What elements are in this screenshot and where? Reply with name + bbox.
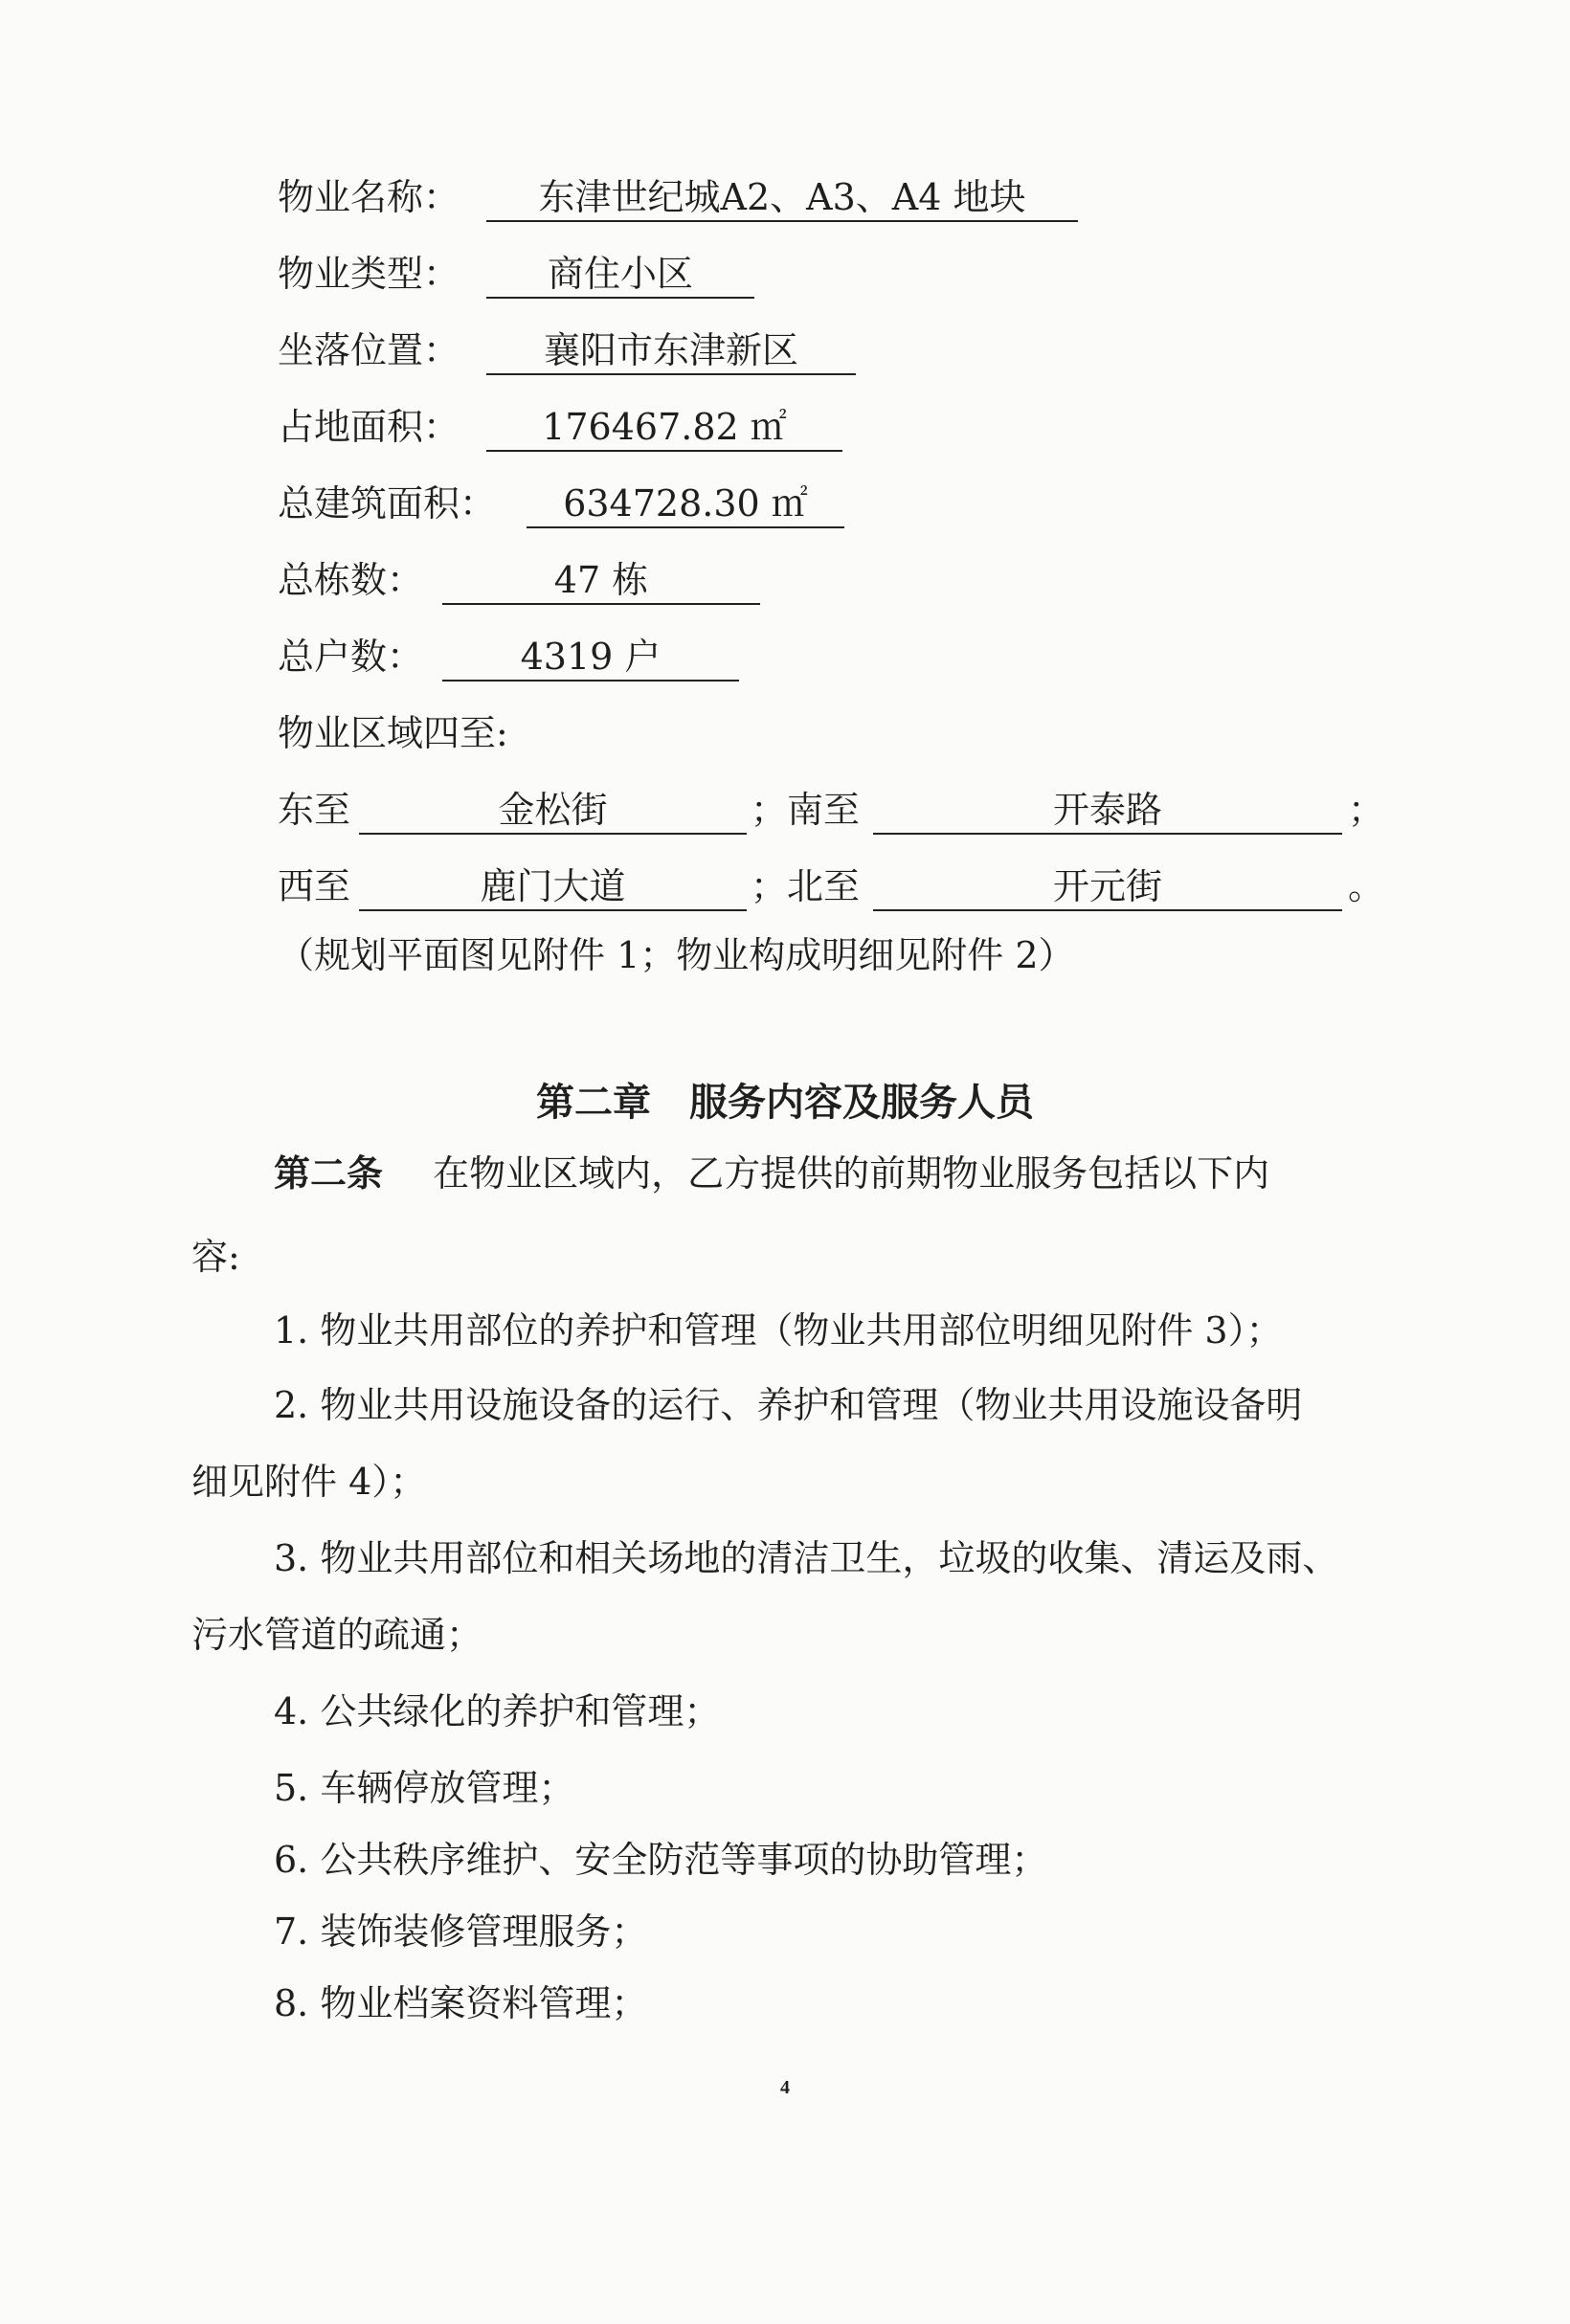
field-label: 总户数： xyxy=(278,636,424,678)
list-item-continuation: 细见附件 4）； xyxy=(191,1461,427,1503)
east-label: 东至 xyxy=(278,789,351,831)
list-item: 1. 物业共用部位的养护和管理（物业共用部位明细见附件 3）； xyxy=(274,1309,1283,1352)
north-value: 开元街 xyxy=(873,860,1342,911)
field-value: 东津世纪城A2、A3、A4 地块 xyxy=(486,170,1078,222)
list-item: 8. 物业档案资料管理； xyxy=(274,1982,648,2024)
field-value: 4319 户 xyxy=(442,630,739,682)
field-label: 物业名称： xyxy=(278,176,460,218)
east-value: 金松街 xyxy=(359,783,747,835)
west-label: 西至 xyxy=(278,865,351,907)
field-value: 商住小区 xyxy=(486,247,754,299)
list-item: 5. 车辆停放管理； xyxy=(274,1767,575,1809)
east-south-end: ； xyxy=(1348,789,1385,831)
article-line-2: 容: xyxy=(191,1236,240,1278)
chapter-heading: 第二章 服务内容及服务人员 xyxy=(536,1081,1034,1125)
field-value: 176467.82 ㎡ xyxy=(486,400,842,452)
attachment-note-text: （规划平面图见附件 1；物业构成明细见附件 2） xyxy=(278,934,1075,976)
field-label: 物业类型： xyxy=(278,253,460,295)
field-value: 47 栋 xyxy=(442,553,760,605)
south-label: ；南至 xyxy=(751,789,861,831)
west-north-end: 。 xyxy=(1348,865,1385,907)
list-item: 3. 物业共用部位和相关场地的清洁卫生，垃圾的收集、清运及雨、 xyxy=(274,1537,1339,1579)
field-label: 占地面积： xyxy=(278,406,460,448)
list-item: 6. 公共秩序维护、安全防范等事项的协助管理； xyxy=(274,1839,1048,1881)
list-item-continuation: 污水管道的疏通； xyxy=(191,1614,483,1656)
field-label: 坐落位置： xyxy=(278,329,460,371)
north-label: ；北至 xyxy=(751,865,861,907)
boundaries-title-text: 物业区域四至: xyxy=(278,712,508,754)
field-label: 总建筑面积： xyxy=(278,482,497,525)
article-line-1 xyxy=(274,1147,1269,1200)
article-label: 第二条 xyxy=(274,1152,384,1195)
article-text: 在物业区域内，乙方提供的前期物业服务包括以下内 xyxy=(433,1152,1270,1195)
field-value: 634728.30 ㎡ xyxy=(527,477,844,528)
list-item: 2. 物业共用设施设备的运行、养护和管理（物业共用设施设备明 xyxy=(274,1384,1303,1426)
list-item: 4. 公共绿化的养护和管理； xyxy=(274,1690,721,1732)
list-item: 7. 装饰装修管理服务； xyxy=(274,1911,648,1953)
west-value: 鹿门大道 xyxy=(359,860,747,911)
page-number: 4 xyxy=(780,2077,790,2098)
field-value: 襄阳市东津新区 xyxy=(486,324,856,375)
field-label: 总栋数： xyxy=(278,559,424,601)
south-value: 开泰路 xyxy=(873,783,1342,835)
